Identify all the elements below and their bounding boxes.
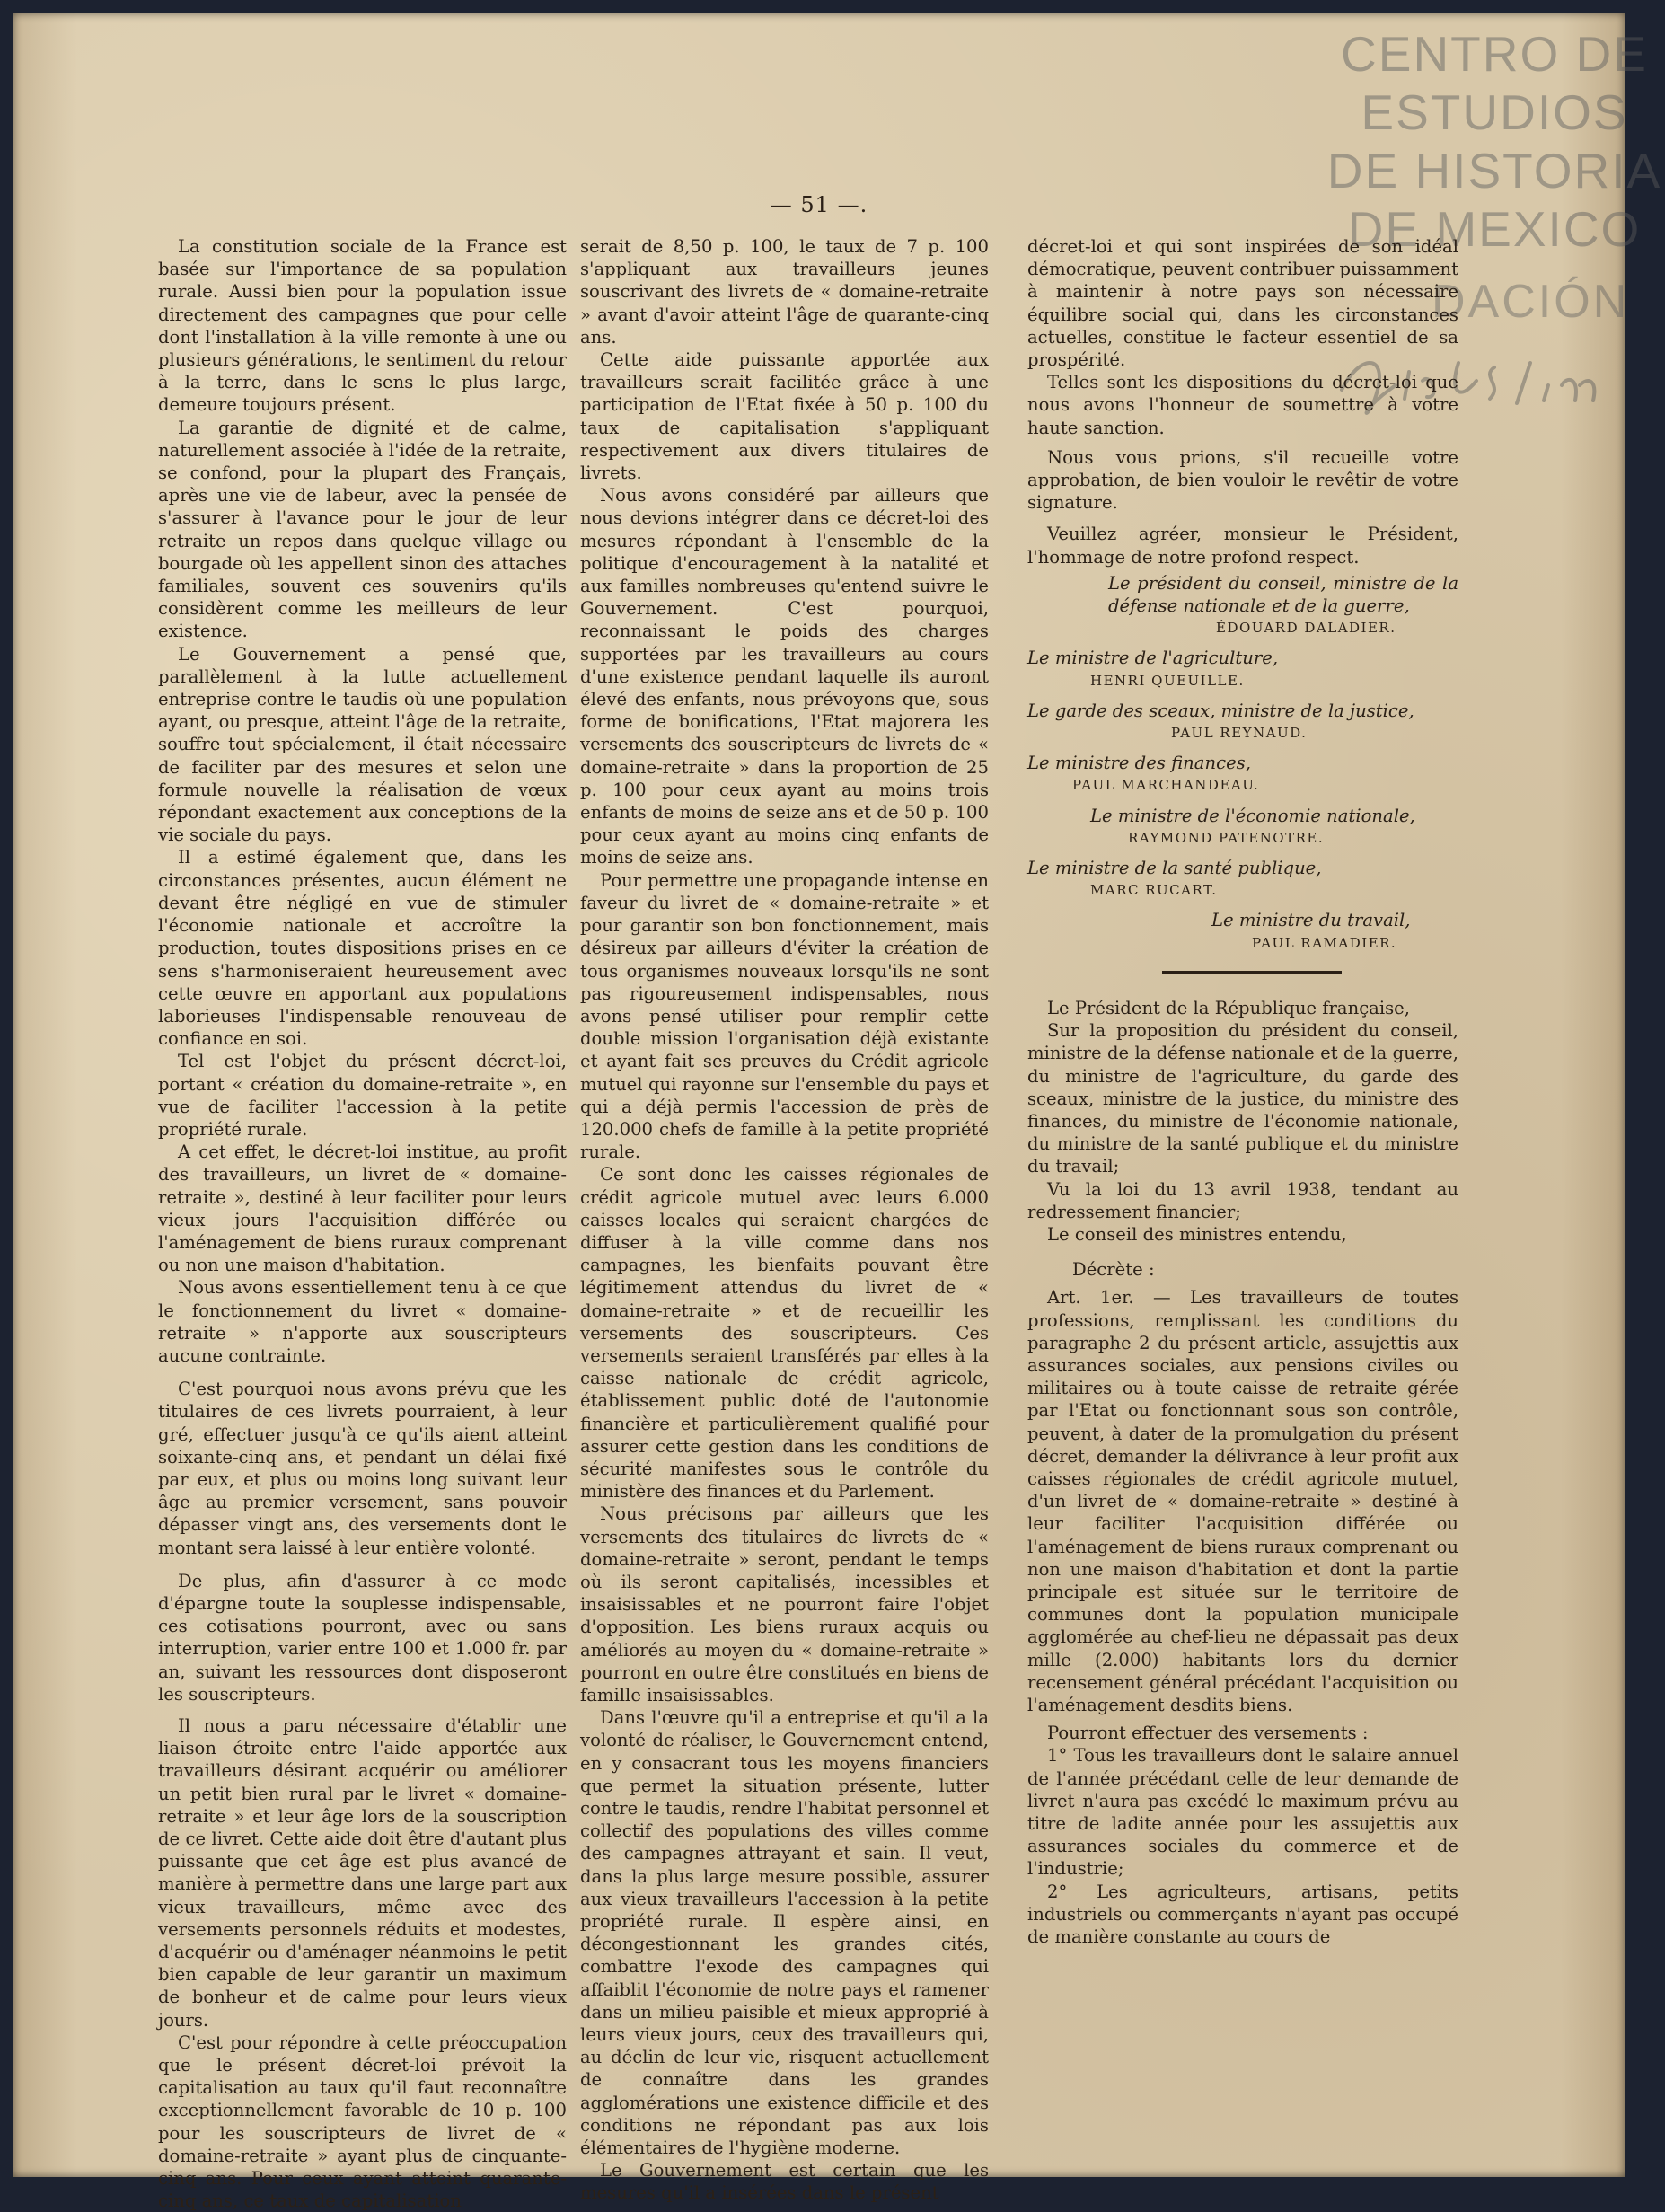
decree-heading: Décrète :	[1072, 1259, 1155, 1281]
paragraph: C'est pour répondre à cette préoccupation que le présent décret-loi prévoit la capitalisation au taux qu'il faut reconnaître exceptionnellement favorable de 10 p. 100 pour les souscripteurs de livret de « domaine-retraite » ayant plus de cinquante-cinq ans. Pour ceux ayant atteint quarante-cinq ans, ce taux de capitalisation	[158, 2031, 567, 2212]
paragraph: décret-loi et qui sont inspirées de son idéal démocratique, peuvent contribuer puissamment à maintenir à notre pays son nécessaire équilibre social qui, dans les circonstances actuelles, constitue le facteur essentiel de sa prospérité.	[1027, 236, 1458, 371]
signatory-name: PAUL MARCHANDEAU.	[1072, 777, 1260, 794]
newspaper-page	[13, 13, 1662, 2212]
paragraph: Ce sont donc les caisses régionales de crédit agricole mutuel avec leurs 6.000 caisses locales qui seraient chargées de diffuser à la ville comme dans nos campagnes, les bienfaits pouvant être légitimement attendus du livret de « domaine-retraite » et de recueillir les versements des souscripteurs. Ces versements seraient transférés par elles à la caisse nationale de crédit agricole, établissement public doté de l'autonomie financière et particulièrement qualifié pour assurer cette gestion dans les conditions de sécurité manifestes sous le contrôle du ministère des finances et du Parlement.	[580, 1164, 989, 1503]
signatory-name: PAUL RAMADIER.	[1252, 934, 1397, 951]
paragraph: Telles sont les dispositions du décret-loi que nous avons l'honneur de soumettre à votre haute sanction.	[1027, 372, 1458, 438]
page-number: — 51 —.	[770, 192, 868, 217]
paragraph: Sur la proposition du président du conseil, ministre de la défense nationale et de la guerre, du ministre de l'agriculture, du garde des sceaux, ministre de la justice, du ministre des finances, du ministre de l'économie nationale, du ministre de la santé publique et du ministre du travail;	[1027, 1020, 1458, 1177]
watermark-line: DE HISTORIA	[1326, 143, 1662, 198]
signatory-title: Le ministre de l'agriculture,	[1027, 648, 1279, 669]
signatory-name: MARC RUCART.	[1090, 882, 1218, 899]
signatory-name: RAYMOND PATENOTRE.	[1128, 829, 1325, 846]
paragraph: Nous précisons par ailleurs que les versements des titulaires de livrets de « domaine-retraite » seront, pendant le temps où ils seront capitalisés, incessibles et insaisissables et ne pourront faire l'objet d'opposition. Les biens ruraux acquis ou améliorés au moyen du « domaine-retraite » pourront en outre être constitués en biens de famille insaisissables.	[580, 1503, 989, 1705]
signatory-title: Le ministre de l'économie nationale,	[1090, 805, 1415, 826]
watermark-fundacion: DACIÓN	[1432, 276, 1630, 328]
paragraph: Le conseil des ministres entendu,	[1047, 1223, 1347, 1245]
paragraph: C'est pourquoi nous avons prévu que les titulaires de ces livrets pourraient, à leur gré, effectuer jusqu'à ce qu'ils aient atteint soixante-cinq ans, et pendant un délai fixé par eux, et plus ou moins long suivant leur âge au premier versement, sans pouvoir dépasser vingt ans, des versements dont le montant sera laissé à leur entière volonté.	[158, 1379, 567, 1558]
paragraph: Nous avons essentiellement tenu à ce que le fonctionnement du livret « domaine-retraite » n'apporte aux souscripteurs aucune contrainte.	[158, 1277, 567, 1366]
paragraph: A cet effet, le décret-loi institue, au profit des travailleurs, un livret de « domaine-retraite », destiné à leur faciliter pour leurs vieux jours l'acquisition différée ou l'aménagement de biens ruraux comprenant ou non une maison d'habitation.	[158, 1141, 567, 1276]
text-column-3	[1027, 235, 1458, 1948]
paragraph: Nous vous prions, s'il recueille votre approbation, de bien vouloir le revêtir de votre signature.	[1027, 446, 1458, 514]
paragraph: serait de 8,50 p. 100, le taux de 7 p. 100 s'appliquant aux travailleurs jeunes souscrivant des livrets de « domaine-retraite » avant d'avoir atteint l'âge de quarante-cinq ans.	[580, 236, 989, 348]
paragraph: La constitution sociale de la France est basée sur l'importance de sa population rurale. Aussi bien pour la population issue directement des campagnes que pour celle dont l'installation à la ville remonte à une ou plusieurs générations, le sentiment du retour à la terre, dans le sens le plus large, demeure toujours présent.	[158, 236, 567, 416]
paragraph: La garantie de dignité et de calme, naturellement associée à l'idée de la retraite, se confond, pour la plupart des Français, après une vie de labeur, avec la pensée de s'assurer à l'avance pour le jour de leur retraite un repos dans quelque village ou bourgade où les appellent sinon des attaches familiales, souvent ces souvenirs qu'ils considèrent comme les meilleurs de leur existence.	[158, 417, 567, 642]
paragraph: De plus, afin d'assurer à ce mode d'épargne toute la souplesse indispensable, ces cotisations pourront, avec ou sans interruption, varier entre 100 et 1.000 fr. par an, suivant les ressources dont disposeront les souscripteurs.	[158, 1570, 567, 1705]
signatory-title: Le ministre du travail,	[1211, 910, 1411, 931]
article-paragraph: 1° Tous les travailleurs dont le salaire annuel de l'année précédant celle de leur demande de livret n'aura pas excédé le maximum prévu au titre de ladite année pour les assujettis aux assurances sociales du commerce et de l'industrie;	[1027, 1745, 1458, 1880]
watermark-line: ESTUDIOS	[1361, 84, 1628, 140]
watermark-line: CENTRO DE	[1341, 26, 1648, 82]
paragraph: Il a estimé également que, dans les circonstances présentes, aucun élément ne devant être négligé en vue de stimuler l'économie nationale et accroître la production, toutes dispositions prises en ce sens s'harmoniseraient heureusement avec cette œuvre en apportant aux populations laborieuses l'indispensable renouveau de confiance en soi.	[158, 847, 567, 1050]
paragraph: Le Gouvernement a pensé que, parallèlement à la lutte actuellement entreprise contre le taudis où une population ayant, ou presque, atteint l'âge de la retraite, souffre tout spécialement, il était nécessaire de faciliter par des mesures et selon une formule nouvelle la réalisation de vœux répondant exactement aux conceptions de la vie sociale du pays.	[158, 643, 567, 846]
paragraph: Vu la loi du 13 avril 1938, tendant au redressement financier;	[1027, 1178, 1458, 1222]
archive-watermark	[1324, 25, 1665, 259]
signatory-title: Le président du conseil, ministre de la défense nationale et de la guerre,	[1108, 572, 1458, 617]
paragraph: Cette aide puissante apportée aux travailleurs serait facilitée grâce à une participation de l'Etat fixée à 50 p. 100 du taux de capitalisation s'appliquant respectivement aux divers titulaires de livrets.	[580, 349, 989, 484]
signatory-title: Le ministre des finances,	[1027, 753, 1251, 774]
article-paragraph: Pourront effectuer des versements :	[1047, 1723, 1369, 1744]
section-divider	[1162, 971, 1342, 974]
paragraph: Le Gouvernement est certain que les mesures qu'il a insérées dans le présent	[580, 2160, 989, 2204]
watermark-line: DE MEXICO	[1347, 201, 1642, 257]
article-paragraph: 2° Les agriculteurs, artisans, petits industriels ou commerçants n'ayant pas occupé de manière constante au cours de	[1027, 1881, 1458, 1948]
paragraph: Nous avons considéré par ailleurs que nous devions intégrer dans ce décret-loi des mesures répondant à l'ensemble de la politique d'encouragement à la natalité et aux familles nombreuses qu'entend suivre le Gouvernement. C'est pourquoi, reconnaissant le poids des charges supportées par les travailleurs au cours d'une existence pendant laquelle ils auront élevé des enfants, nous prévoyons que, sous forme de bonifications, l'Etat majorera les versements des souscripteurs de livrets de « domaine-retraite » dans la proportion de 25 p. 100 pour ceux ayant au moins trois enfants de moins de seize ans et de 50 p. 100 pour ceux ayant au moins cinq enfants de moins de seize ans.	[580, 485, 989, 868]
text-column-1	[158, 235, 567, 2212]
signature-block	[1027, 572, 1458, 955]
paragraph: Il nous a paru nécessaire d'établir une liaison étroite entre l'aide apportée aux travailleurs désirant acquérir ou améliorer un petit bien rural par le livret « domaine-retraite » et leur âge lors de la souscription de ce livret. Cette aide doit être d'autant plus puissante que cet âge est plus avancé de manière à permettre dans une large part aux vieux travailleurs, même avec des versements personnels réduits et modestes, d'acquérir ou d'aménager néanmoins le petit bien capable de leur garantir un maximum de bonheur et de calme pour leurs vieux jours.	[158, 1715, 567, 2031]
paragraph: Veuillez agréer, monsieur le Président, l'hommage de notre profond respect.	[1027, 524, 1458, 568]
paragraph: Tel est l'objet du présent décret-loi, portant « création du domaine-retraite », en vue de faciliter l'accession à la petite propriété rurale.	[158, 1051, 567, 1140]
signatory-title: Le garde des sceaux, ministre de la justice,	[1027, 700, 1414, 721]
signatory-name: HENRI QUEUILLE.	[1090, 672, 1245, 689]
paragraph: Le Président de la République française,	[1047, 997, 1410, 1018]
paragraph: Pour permettre une propagande intense en faveur du livret de « domaine-retraite » et pour garantir son bon fonctionnement, mais désireux par ailleurs d'éviter la création de tous organismes nouveaux lorsqu'ils ne sont pas rigoureusement indispensables, nous avons pensé utiliser pour remplir cette double mission l'organisation déjà existante et ayant fait ses preuves du Crédit agricole mutuel qui rayonne sur l'ensemble du pays et qui a déjà permis l'accession de près de 120.000 chefs de famille à la petite propriété rurale.	[580, 869, 989, 1163]
signatory-title: Le ministre de la santé publique,	[1027, 858, 1322, 879]
article-paragraph: Art. 1er. — Les travailleurs de toutes professions, remplissant les conditions du paragraphe 2 du présent article, assujettis aux assurances sociales, aux pensions civiles ou militaires ou à toute caisse de retraite gérée par l'Etat ou fonctionnant sous son contrôle, peuvent, à dater de la promulgation du présent décret, demander la délivrance à leur profit aux caisses régionales de crédit agricole mutuel, d'un livret de « domaine-retraite » destiné à leur faciliter l'acquisition différée ou l'aménagement de biens ruraux comprenant ou non une maison d'habitation et dont la partie principale est située sur le territoire de communes dont la population municipale agglomérée au chef-lieu ne dépassait pas deux mille (2.000) habitants lors du dernier recensement général précédant l'acquisition ou l'aménagement desdits biens.	[1027, 1287, 1458, 1715]
paragraph: Dans l'œuvre qu'il a entreprise et qu'il a la volonté de réaliser, le Gouvernement entend, en y consacrant tous les moyens financiers que permet la situation présente, lutter contre le taudis, rendre l'habitat personnel et collectif des populations des villes comme des campagnes attrayant et sain. Il veut, dans la plus large mesure possible, assurer aux vieux travailleurs l'accession à la petite propriété rurale. Il espère ainsi, en décongestionnant les grandes cités, combattre l'exode des campagnes qui affaiblit l'économie de notre pays et ramener dans un milieu paisible et mieux approprié à leurs vieux jours, ceux des travailleurs qui, au déclin de leur vie, risquent actuellement de connaître dans les grandes agglomérations une existence difficile et des conditions ne répondant pas aux lois élémentaires de l'hygiène moderne.	[580, 1707, 989, 2159]
signatory-name: ÉDOUARD DALADIER.	[1216, 620, 1396, 637]
signatory-name: PAUL REYNAUD.	[1171, 725, 1308, 742]
text-column-2	[580, 235, 989, 2205]
